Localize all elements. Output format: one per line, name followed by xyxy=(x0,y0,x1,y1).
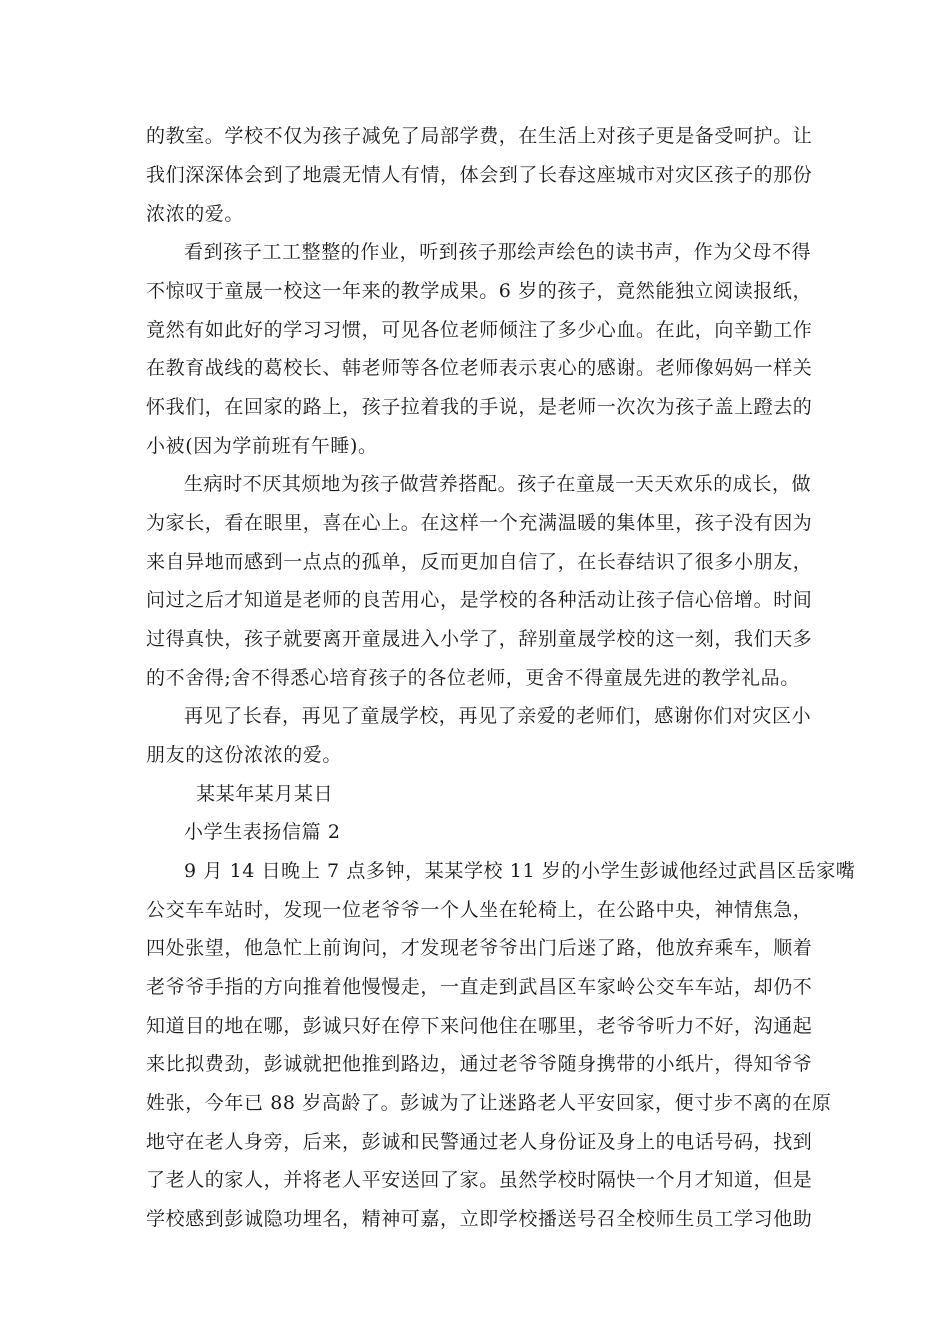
text-line: 朋友的这份浓浓的爱。 xyxy=(146,744,343,766)
text-line: 小被(因为学前班有午睡)。 xyxy=(146,435,378,457)
text-line: 浓浓的爱。 xyxy=(146,203,245,225)
text-line: 姓张，今年已 88 岁高龄了。彭诚为了让迷路老人平安回家，便寸步不离的在原 xyxy=(146,1092,832,1114)
text-line: 四处张望，他急忙上前询问，才发现老爷爷出门后迷了路，他放弃乘车，顺着 xyxy=(146,937,813,959)
text-line: 我们深深体会到了地震无情人有情，体会到了长春这座城市对灾区孩子的那份 xyxy=(146,164,813,186)
text-line: 学校感到彭诚隐功埋名，精神可嘉，立即学校播送号召全校师生员工学习他助 xyxy=(146,1208,813,1230)
text-line: 过得真快，孩子就要离开童晟进入小学了，辞别童晟学校的这一刻，我们天多 xyxy=(146,628,813,650)
text-line: 地守在老人身旁，后来，彭诚和民警通过老人身份证及身上的电话号码，找到 xyxy=(146,1131,813,1153)
text-line: 为家长，看在眼里，喜在心上。在这样一个充满温暖的集体里，孩子没有因为 xyxy=(146,512,813,534)
paragraph-start: 9 月 14 日晚上 7 点多钟，某某学校 11 岁的小学生彭诚他经过武昌区岳家嘴 xyxy=(184,860,856,882)
text-line: 的不舍得;舍不得悉心培育孩子的各位老师，更舍不得童晟先进的教学礼品。 xyxy=(146,667,800,689)
section-heading: 小学生表扬信篇 2 xyxy=(184,821,341,843)
text-line: 公交车车站时，发现一位老爷爷一个人坐在轮椅上，在公路中央，神情焦急， xyxy=(146,899,813,921)
paragraph-start: 看到孩子工工整整的作业，听到孩子那绘声绘色的读书声，作为父母不得 xyxy=(184,241,812,263)
paragraph-start: 再见了长春，再见了童晟学校，再见了亲爱的老师们，感谢你们对灾区小 xyxy=(184,705,812,727)
paragraph-start: 生病时不厌其烦地为孩子做营养搭配。孩子在童晟一天天欢乐的成长，做 xyxy=(184,473,812,495)
text-line: 怀我们，在回家的路上，孩子拉着我的手说，是老师一次次为孩子盖上蹬去的 xyxy=(146,396,813,418)
text-line: 不惊叹于童晟一校这一年来的教学成果。6 岁的孩子，竟然能独立阅读报纸， xyxy=(146,280,813,302)
text-line: 竟然有如此好的学习习惯，可见各位老师倾注了多少心血。在此，向辛勤工作 xyxy=(146,319,813,341)
text-line: 老爷爷手指的方向推着他慢慢走，一直走到武昌区车家岭公交车车站，却仍不 xyxy=(146,976,813,998)
text-line: 在教育战线的葛校长、韩老师等各位老师表示衷心的感谢。老师像妈妈一样关 xyxy=(146,357,813,379)
text-line: 来自异地而感到一点点的孤单，反而更加自信了，在长春结识了很多小朋友， xyxy=(146,551,813,573)
text-line: 知道目的地在哪，彭诚只好在停下来问他住在哪里，老爷爷听力不好，沟通起 xyxy=(146,1015,813,1037)
text-line: 问过之后才知道是老师的良苦用心，是学校的各种活动让孩子信心倍增。时间 xyxy=(146,589,813,611)
text-line: 来比拟费劲，彭诚就把他推到路边，通过老爷爷随身携带的小纸片，得知爷爷 xyxy=(146,1053,813,1075)
date-line: 某某年某月某日 xyxy=(196,783,334,805)
text-line: 的教室。学校不仅为孩子减免了局部学费，在生活上对孩子更是备受呵护。让 xyxy=(146,125,813,147)
text-line: 了老人的家人，并将老人平安送回了家。虽然学校时隔快一个月才知道，但是 xyxy=(146,1169,813,1191)
